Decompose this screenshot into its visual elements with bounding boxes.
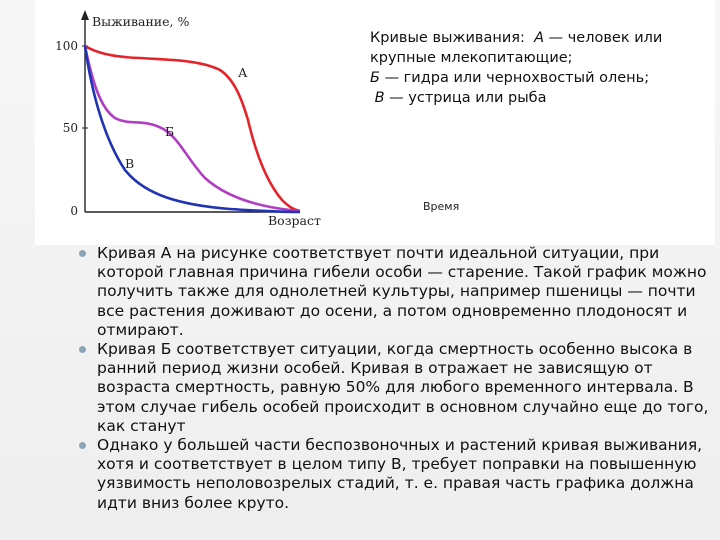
caption-prefix: Кривые выживания: (370, 30, 525, 46)
y-tick-50: 50 (62, 121, 78, 135)
curve-b (85, 46, 300, 211)
bullet-item (78, 244, 714, 340)
caption-letter-b: Б (370, 70, 380, 86)
bullet-list (78, 244, 714, 513)
x-axis-label: Возраст (268, 213, 321, 228)
bullet-text: Кривая Б соответствует ситуации, когда смертность особенно высока в ранний период жизни особей. Кривая в отражает не зависящую от возраста смертность, равную 50% для любого временного интервала. В этом случае гибель особей происходит в основном случайно еще до того, как станут (97, 340, 709, 435)
curve-a (85, 46, 300, 211)
curve-c (85, 46, 300, 212)
bullet-text: Однако у большей части беспозвоночных и растений кривая выживания, хотя и соответствует в целом типу В, требует поправки на повышенную уязвимость неполовозрелых стадий, т. е. правая часть графика должна идти вниз более круто. (97, 436, 703, 512)
caption-line-2: крупные млекопитающие; (370, 50, 573, 66)
time-label: Время (423, 200, 460, 213)
caption-text-c: — устрица или рыба (389, 90, 547, 106)
caption-line-4 (370, 88, 710, 108)
figure-caption (370, 28, 710, 108)
y-axis-arrow (81, 10, 89, 20)
caption-letter-a: А (534, 30, 545, 46)
y-tick-100: 100 (55, 39, 78, 53)
caption-text-b: — гидра или чернохвостый олень; (384, 70, 650, 86)
y-tick-0: 0 (70, 204, 78, 218)
caption-letter-c: В (374, 90, 385, 106)
caption-text-a: — человек или (548, 30, 663, 46)
bullet-dot-icon (79, 250, 86, 257)
bullet-dot-icon (79, 346, 86, 353)
caption-line-1 (370, 28, 710, 48)
bullet-text: Кривая А на рисунке соответствует почти идеальной ситуации, при которой главная причина гибели особи — старение. Такой график можно получить также для однолетней культуры, например пшеницы — почти все растения доживают до осени, а потом одновременно плодоносят и отмирают. (97, 244, 707, 339)
y-axis-label: Выживание, % (92, 14, 190, 29)
curve-label-c: В (125, 156, 135, 171)
curve-label-a: А (238, 65, 248, 80)
bullet-item (78, 340, 714, 436)
curve-label-b: Б (165, 124, 175, 139)
bullet-dot-icon (79, 442, 86, 449)
caption-line-3 (370, 68, 710, 88)
bullet-item (78, 436, 714, 513)
